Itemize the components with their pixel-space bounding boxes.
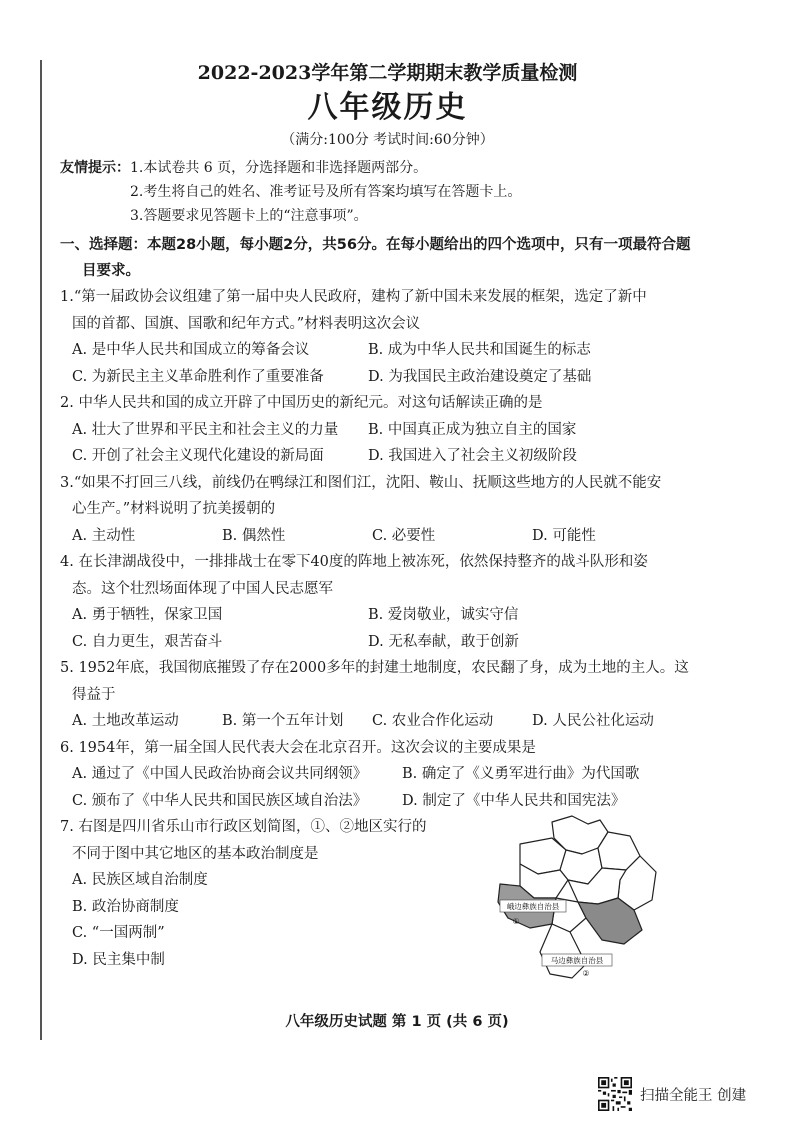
map-marker-2: ② bbox=[582, 969, 590, 978]
question-stem-cont: 态。这个壮烈场面体现了中国人民志愿军 bbox=[72, 580, 333, 597]
section-line-2: 目要求。 bbox=[82, 263, 140, 279]
option-d: D. 无私奉献，敢于创新 bbox=[368, 633, 519, 650]
question-stem: 1.“第一届政协会议组建了第一届中央人民政府，建构了新中国未来发展的框架，选定了新中 bbox=[60, 289, 647, 305]
option-a: A. 是中华人民共和国成立的筹备会议 bbox=[72, 342, 310, 358]
option-d: D. 民主集中制 bbox=[72, 951, 165, 968]
option-b: B. 爱岗敬业，诚实守信 bbox=[368, 607, 519, 623]
exam-scoring: （满分:100分 考试时间:60分钟） bbox=[281, 132, 494, 148]
option-a: A. 土地改革运动 bbox=[72, 713, 179, 729]
option-b: B. 成为中华人民共和国诞生的标志 bbox=[368, 342, 591, 358]
section-line-1: 一、选择题：本题28小题，每小题2分，共56分。在每小题给出的四个选项中，只有一项最符合题 bbox=[60, 237, 691, 253]
tips-label: 友情提示： bbox=[60, 160, 130, 176]
option-a: A. 勇于牺牲，保家卫国 bbox=[72, 607, 223, 623]
question-stem: 7. 右图是四川省乐山市行政区划简图，①、②地区实行的 bbox=[60, 819, 427, 835]
tip-item-1: 1.本试卷共 6 页，分选择题和非选择题两部分。 bbox=[130, 160, 428, 176]
map-label-2: 马边彝族自治县 bbox=[550, 956, 604, 965]
question-1 bbox=[60, 284, 715, 390]
option-a: A. 通过了《中国人民政治协商会议共同纲领》 bbox=[72, 766, 368, 782]
question-stem: 5. 1952年底，我国彻底摧毁了存在2000多年的封建土地制度，农民翻了身，成为土地的主人。这 bbox=[60, 660, 689, 676]
question-6 bbox=[60, 735, 715, 815]
option-a: A. 壮大了世界和平民主和社会主义的力量 bbox=[72, 421, 339, 438]
question-4 bbox=[60, 549, 715, 655]
map-marker-1: ① bbox=[512, 917, 520, 926]
question-3 bbox=[60, 470, 715, 550]
leshan-district-map bbox=[490, 814, 660, 982]
option-b: B. 政治协商制度 bbox=[72, 898, 179, 915]
option-c: C. 开创了社会主义现代化建设的新局面 bbox=[72, 448, 324, 464]
binding-margin-line bbox=[40, 60, 42, 1040]
map-label-1: 峨边彝族自治县 bbox=[506, 902, 560, 911]
question-stem-cont: 心生产。”材料说明了抗美援朝的 bbox=[72, 501, 276, 517]
scanner-watermark bbox=[598, 1077, 746, 1111]
question-5 bbox=[60, 655, 715, 735]
option-c: C. 为新民主主义革命胜利作了重要准备 bbox=[72, 368, 324, 385]
option-d: D. 为我国民主政治建设奠定了基础 bbox=[368, 368, 592, 385]
question-stem-cont: 国的首都、国旗、国歌和纪年方式。”材料表明这次会议 bbox=[72, 315, 421, 332]
exam-page bbox=[60, 58, 715, 978]
option-d: D. 人民公社化运动 bbox=[532, 713, 654, 729]
option-d: D. 制定了《中华人民共和国宪法》 bbox=[402, 792, 626, 809]
option-c: C. 农业合作化运动 bbox=[372, 713, 494, 729]
option-a: A. 主动性 bbox=[72, 527, 136, 544]
section-heading bbox=[60, 232, 715, 284]
option-d: D. 我国进入了社会主义初级阶段 bbox=[368, 448, 577, 464]
option-d: D. 可能性 bbox=[532, 527, 596, 544]
option-b: B. 确定了《义勇军进行曲》为代国歌 bbox=[402, 766, 640, 782]
option-c: C. “一国两制” bbox=[72, 925, 165, 941]
question-stem: 2. 中华人民共和国的成立开辟了中国历史的新纪元。对这句话解读正确的是 bbox=[60, 395, 543, 411]
exam-subject: 八年级历史 bbox=[307, 90, 468, 125]
option-b: B. 中国真正成为独立自主的国家 bbox=[368, 421, 577, 438]
map-region-south bbox=[540, 924, 586, 978]
watermark-text: 扫描全能王 创建 bbox=[640, 1087, 747, 1104]
option-c: C. 自力更生，艰苦奋斗 bbox=[72, 633, 223, 650]
option-b: B. 第一个五年计划 bbox=[222, 713, 344, 729]
tip-item-3: 3.答题要求见答题卡上的“注意事项”。 bbox=[130, 208, 368, 224]
question-stem: 4. 在长津湖战役中，一排排战士在零下40度的阵地上被冻死，依然保持整齐的战斗队形和姿 bbox=[60, 554, 648, 570]
page-footer: 八年级历史试题 第 1 页 (共 6 页) bbox=[285, 1014, 509, 1030]
question-7 bbox=[60, 814, 715, 978]
option-c: C. 颁布了《中华人民共和国民族区域自治法》 bbox=[72, 792, 368, 809]
qr-code-icon bbox=[598, 1077, 632, 1111]
question-stem-cont: 不同于图中其它地区的基本政治制度是 bbox=[72, 845, 319, 862]
option-c: C. 必要性 bbox=[372, 527, 436, 544]
question-stem: 6. 1954年，第一届全国人民代表大会在北京召开。这次会议的主要成果是 bbox=[60, 739, 536, 756]
tips-block bbox=[60, 156, 715, 228]
exam-title: 2022-2023学年第二学期期末教学质量检测 bbox=[197, 62, 578, 84]
option-a: A. 民族区域自治制度 bbox=[72, 872, 208, 888]
option-b: B. 偶然性 bbox=[222, 527, 286, 544]
question-stem: 3.“如果不打回三八线，前线仍在鸭绿江和图们江，沈阳、鞍山、抚顺这些地方的人民就不能安 bbox=[60, 474, 662, 491]
tip-item-2: 2.考生将自己的姓名、准考证号及所有答案均填写在答题卡上。 bbox=[130, 184, 522, 200]
question-stem-cont: 得益于 bbox=[72, 686, 116, 703]
question-2 bbox=[60, 390, 715, 470]
